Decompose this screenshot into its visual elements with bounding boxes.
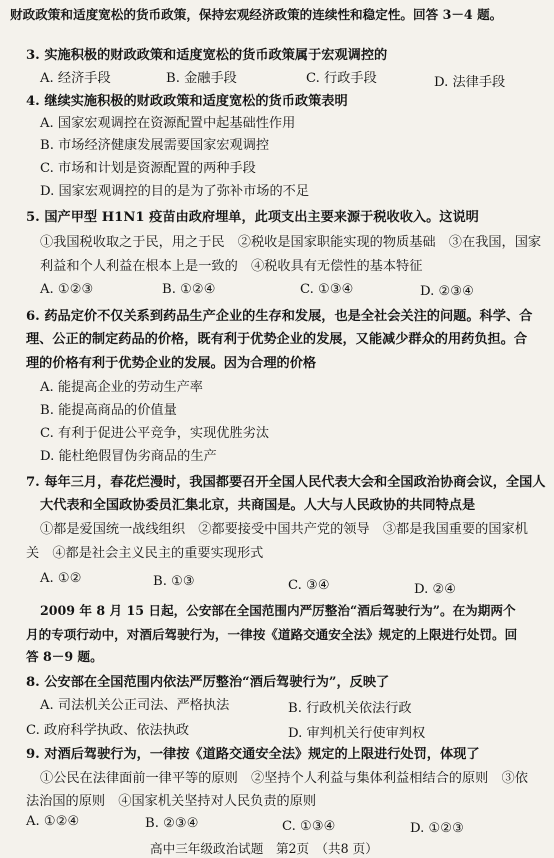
q4-option-b: B. 市场经济健康发展需要国家宏观调控 bbox=[40, 138, 270, 153]
q9-option-b: B. ②③④ bbox=[145, 816, 199, 831]
question-7-stem-2: 大代表和全国政协委员汇集北京，共商国是。人大与人民政协的共同特点是 bbox=[40, 498, 476, 513]
q7-statements-1: ①都是爱国统一战线组织 ②都要接受中国共产党的领导 ③都是我国重要的国家机 bbox=[40, 522, 528, 537]
q7-option-a: A. ①② bbox=[40, 571, 82, 586]
q5-statements-2: 利益和个人利益在根本上是一致的 ④税收具有无偿性的基本特征 bbox=[40, 259, 423, 274]
question-9-stem: 9. 对酒后驾驶行为，一律按《道路交通安全法》规定的上限进行处罚，体现了 bbox=[26, 747, 480, 762]
q7-option-c: C. ③④ bbox=[288, 578, 330, 593]
q5-option-c: C. ①③④ bbox=[300, 282, 354, 297]
q6-option-d: D. 能杜绝假冒伪劣商品的生产 bbox=[40, 449, 217, 464]
q8-option-c: C. 政府科学执政、依法执政 bbox=[26, 723, 190, 738]
q4-option-d: D. 国家宏观调控的目的是为了弥补市场的不足 bbox=[40, 184, 310, 199]
q6-option-b: B. 能提高商品的价值量 bbox=[40, 403, 177, 418]
q5-option-d: D. ②③④ bbox=[420, 284, 474, 299]
q9-statements-2: 法治国的原则 ④国家机关坚持对人民负责的原则 bbox=[26, 794, 317, 809]
q3-option-a: A. 经济手段 bbox=[40, 71, 111, 86]
question-8-stem: 8. 公安部在全国范围内依法严厉整治“酒后驾驶行为”，反映了 bbox=[26, 675, 390, 690]
q3-option-b: B. 金融手段 bbox=[166, 71, 237, 86]
q9-statements-1: ①公民在法律面前一律平等的原则 ②坚持个人利益与集体利益相结合的原则 ③依 bbox=[40, 771, 528, 786]
q7-option-b: B. ①③ bbox=[153, 574, 195, 589]
q8-option-d: D. 审判机关行使审判权 bbox=[288, 726, 426, 741]
material-note-2-line-3: 答 8－9 题。 bbox=[26, 649, 103, 664]
q5-option-b: B. ①②④ bbox=[162, 282, 216, 297]
q9-option-c: C. ①③④ bbox=[282, 819, 336, 834]
q6-option-c: C. 有利于促进公平竞争，实现优胜劣汰 bbox=[40, 426, 270, 441]
q3-option-c: C. 行政手段 bbox=[306, 71, 377, 86]
q5-option-a: A. ①②③ bbox=[40, 282, 94, 297]
question-5-stem: 5. 国产甲型 H1N1 疫苗由政府埋单，此项支出主要来源于税收收入。这说明 bbox=[26, 210, 479, 225]
q4-option-c: C. 市场和计划是资源配置的两种手段 bbox=[40, 161, 256, 176]
q5-statements-1: ①我国税收取之于民，用之于民 ②税收是国家职能实现的物质基础 ③在我国，国家 bbox=[40, 235, 542, 250]
question-4-stem: 4. 继续实施积极的财政政策和适度宽松的货币政策表明 bbox=[26, 94, 348, 109]
q8-option-a: A. 司法机关公正司法、严格执法 bbox=[40, 698, 230, 713]
material-note-1: 财政政策和适度宽松的货币政策，保持宏观经济政策的连续性和稳定性。回答 3－4 题。 bbox=[10, 7, 503, 22]
q9-option-a: A. ①②④ bbox=[26, 814, 80, 829]
q7-statements-2: 关 ④都是社会主义民主的重要实现形式 bbox=[26, 546, 264, 561]
q9-option-d: D. ①②③ bbox=[410, 821, 464, 836]
q7-option-d: D. ②④ bbox=[414, 582, 457, 597]
question-6-stem-2: 理、公正的制定药品的价格，既有利于优势企业的发展，又能减少群众的用药负担。合 bbox=[26, 332, 528, 347]
q8-option-b: B. 行政机关依法行政 bbox=[288, 701, 412, 716]
q3-option-d: D. 法律手段 bbox=[434, 75, 506, 90]
question-7-stem-1: 7. 每年三月，春花烂漫时，我国都要召开全国人民代表大会和全国政治协商会议，全国人 bbox=[26, 475, 546, 490]
question-6-stem-3: 理的价格有利于优势企业的发展。因为合理的价格 bbox=[26, 356, 317, 371]
q6-option-a: A. 能提高企业的劳动生产率 bbox=[40, 380, 203, 395]
q4-option-a: A. 国家宏观调控在资源配置中起基础性作用 bbox=[40, 116, 296, 131]
page-footer: 高中三年级政治试题 第2页 （共8 页） bbox=[150, 841, 378, 856]
material-note-2-line-1: 2009 年 8 月 15 日起，公安部在全国范围内严厉整治“酒后驾驶行为”。在为期两个 bbox=[40, 603, 516, 618]
question-6-stem-1: 6. 药品定价不仅关系到药品生产企业的生存和发展，也是全社会关注的问题。科学、合 bbox=[26, 309, 533, 324]
material-note-2-line-2: 月的专项行动中，对酒后驾驶行为，一律按《道路交通安全法》规定的上限进行处罚。回 bbox=[26, 627, 518, 642]
question-3-stem: 3. 实施积极的财政政策和适度宽松的货币政策属于宏观调控的 bbox=[26, 48, 388, 63]
